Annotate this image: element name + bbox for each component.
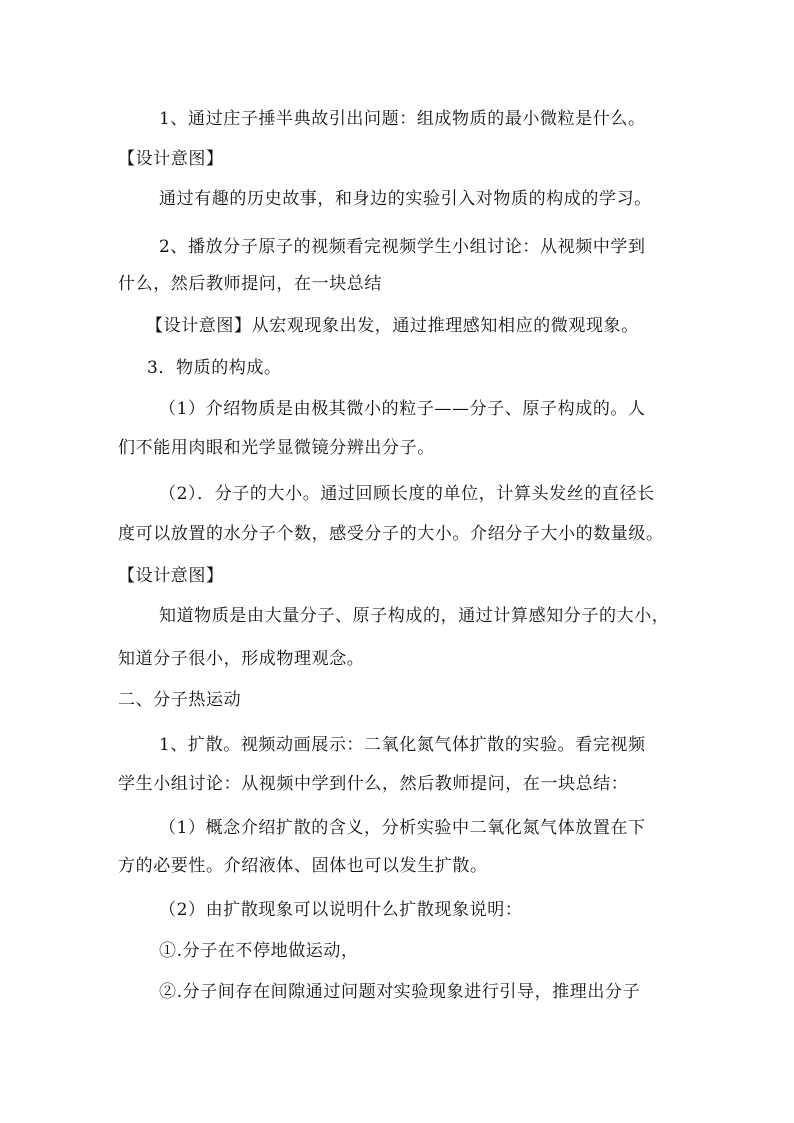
paragraph-line: （1）概念介绍扩散的含义，分析实验中二氧化氮气体放置在下 bbox=[159, 818, 646, 838]
list-item: ①.分子在不停地做运动， bbox=[159, 941, 359, 961]
paragraph-line: 知道物质是由大量分子、原子构成的，通过计算感知分子的大小， bbox=[159, 606, 670, 626]
paragraph-line: 方的必要性。介绍液体、固体也可以发生扩散。 bbox=[118, 856, 488, 876]
paragraph-line: 3．物质的构成。 bbox=[147, 358, 282, 378]
list-item: ②.分子间存在间隙通过问题对实验现象进行引导，推理出分子 bbox=[159, 982, 641, 1002]
paragraph-line: 【设计意图】从宏观现象出发，通过推理感知相应的微观现象。 bbox=[146, 316, 639, 336]
paragraph-line: （2）．分子的大小。通过回顾长度的单位，计算头发丝的直径长 bbox=[159, 484, 655, 504]
paragraph-line: 1、通过庄子捶半典故引出问题：组成物质的最小微粒是什么。 bbox=[159, 109, 646, 129]
paragraph-line: （2）由扩散现象可以说明什么扩散现象说明： bbox=[159, 900, 523, 920]
paragraph-line: 什么，然后教师提问，在一块总结 bbox=[118, 274, 382, 294]
paragraph-line: 学生小组讨论：从视频中学到什么，然后教师提问，在一块总结： bbox=[118, 774, 629, 794]
paragraph-line: 度可以放置的水分子个数，感受分子的大小。介绍分子大小的数量级。 bbox=[118, 524, 664, 544]
section-heading: 二、分子热运动 bbox=[118, 690, 242, 710]
paragraph-line: 通过有趣的历史故事，和身边的实验引入对物质的构成的学习。 bbox=[159, 189, 652, 209]
paragraph-line: 2、播放分子原子的视频看完视频学生小组讨论：从视频中学到 bbox=[159, 237, 646, 257]
section-heading: 【设计意图】 bbox=[118, 149, 224, 169]
paragraph-line: （1）介绍物质是由极其微小的粒子——分子、原子构成的。人 bbox=[159, 399, 646, 419]
section-heading: 【设计意图】 bbox=[118, 566, 224, 586]
paragraph-line: 知道分子很小，形成物理观念。 bbox=[118, 649, 365, 669]
paragraph-line: 1、扩散。视频动画展示：二氧化氮气体扩散的实验。看完视频 bbox=[159, 735, 646, 755]
paragraph-line: 们不能用肉眼和光学显微镜分辨出分子。 bbox=[118, 438, 435, 458]
